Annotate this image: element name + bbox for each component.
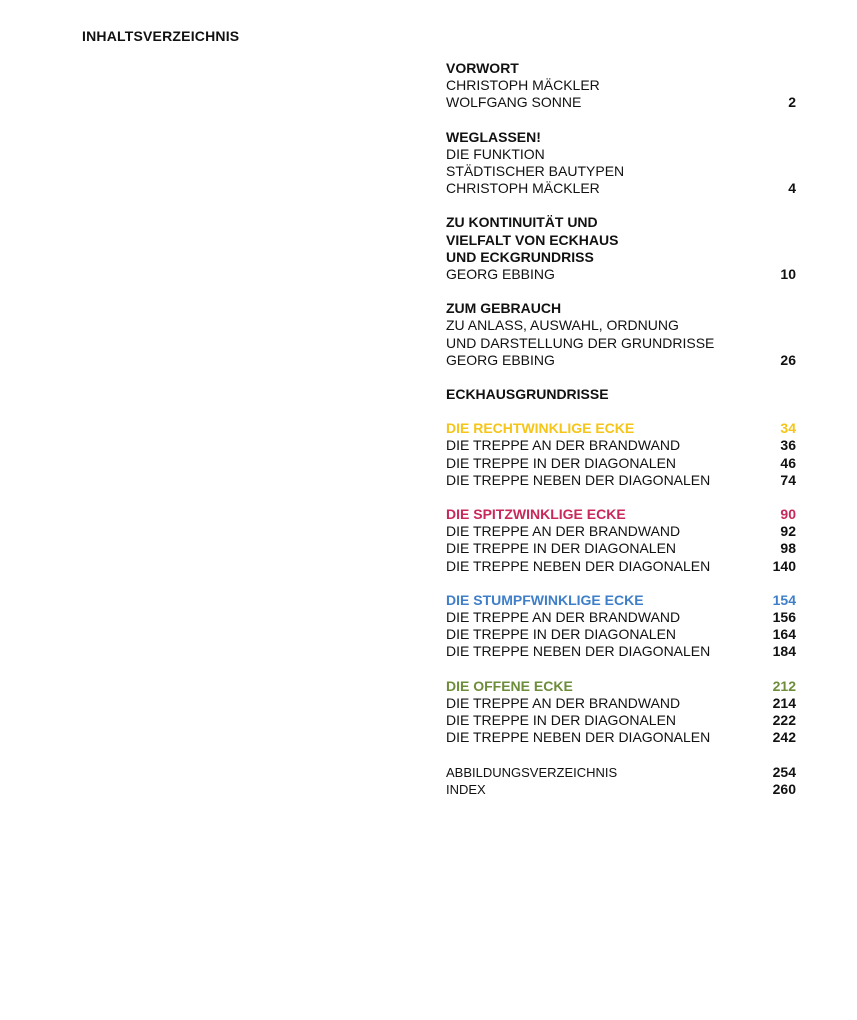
- toc-entry: [446, 94, 796, 111]
- corner-section-heading: [446, 678, 796, 695]
- toc-entry-page: 242: [772, 729, 796, 746]
- toc-entry-page: 34: [780, 420, 796, 437]
- toc-entry-title: WOLFGANG SONNE: [446, 94, 582, 111]
- toc-entry-title: DIE TREPPE AN DER BRANDWAND: [446, 694, 681, 711]
- toc-entry-title: VORWORT: [446, 60, 519, 76]
- toc-entry-title: ECKHAUSGRUNDRISSE: [446, 386, 609, 403]
- toc-entry-page: 2: [788, 94, 796, 111]
- toc-entry-title: DIE TREPPE IN DER DIAGONALEN: [446, 626, 677, 643]
- toc-section: [446, 60, 796, 112]
- toc-entry-page: 156: [772, 609, 796, 626]
- toc-entry-title: DIE TREPPE IN DER DIAGONALEN: [446, 454, 677, 471]
- toc-section-heading: [446, 60, 796, 77]
- toc-entry-page: 140: [772, 557, 796, 574]
- toc-entry-title: DIE OFFENE ECKE: [446, 677, 573, 694]
- toc-section-heading: [446, 249, 796, 266]
- toc-entry-title: CHRISTOPH MÄCKLER: [446, 77, 600, 94]
- toc-entry-page: 154: [772, 591, 796, 608]
- toc-entry-title: DIE RECHTWINKLIGE ECKE: [446, 420, 635, 437]
- corner-section: [446, 420, 796, 489]
- toc-entry: [446, 266, 796, 283]
- toc-entry-page: 254: [772, 763, 796, 780]
- toc-entry-title: WEGLASSEN!: [446, 128, 541, 145]
- toc-entry: [446, 455, 796, 472]
- toc-entry: [446, 712, 796, 729]
- toc-entry: [446, 472, 796, 489]
- toc-section: [446, 300, 796, 369]
- toc-entry-page: 26: [780, 351, 796, 368]
- intro-sections: [446, 60, 796, 403]
- toc-section-heading: [446, 386, 796, 403]
- toc-entry-page: 4: [788, 180, 796, 197]
- toc-entry-page: 212: [772, 677, 796, 694]
- toc-entry-title: DIE TREPPE NEBEN DER DIAGONALEN: [446, 557, 711, 574]
- toc-entry: [446, 437, 796, 454]
- toc-entry-page: 260: [772, 780, 796, 797]
- toc-entry-title: DIE TREPPE IN DER DIAGONALEN: [446, 540, 677, 557]
- toc-entry-title: VIELFALT VON ECKHAUS: [446, 231, 619, 248]
- toc-entry-title: CHRISTOPH MÄCKLER: [446, 180, 600, 197]
- corner-section-heading: [446, 506, 796, 523]
- toc-entry-page: 222: [772, 712, 796, 729]
- toc-entry: [446, 558, 796, 575]
- corner-section: [446, 592, 796, 661]
- toc-entry-page: 10: [780, 266, 796, 283]
- toc-entry-page: 46: [780, 454, 796, 471]
- toc-entry: [446, 77, 796, 94]
- toc-entry-title: STÄDTISCHER BAUTYPEN: [446, 163, 625, 180]
- toc-section-heading: [446, 300, 796, 317]
- toc-entry-title: UND DARSTELLUNG DER GRUNDRISSE: [446, 334, 715, 351]
- toc-entry-title: GEORG EBBING: [446, 266, 555, 283]
- toc-entry-title: DIE SPITZWINKLIGE ECKE: [446, 506, 626, 523]
- toc-entry: [446, 540, 796, 557]
- toc-entry-title: DIE TREPPE NEBEN DER DIAGONALEN: [446, 729, 711, 746]
- toc-entry: [446, 352, 796, 369]
- toc-entry-page: 98: [780, 540, 796, 557]
- toc-entry: [446, 609, 796, 626]
- toc-section-heading: [446, 214, 796, 231]
- toc-section-heading: [446, 232, 796, 249]
- toc-entry: [446, 695, 796, 712]
- toc-entry-page: 184: [772, 643, 796, 660]
- toc-entry-title: ZUM GEBRAUCH: [446, 300, 562, 317]
- table-of-contents: [446, 60, 796, 798]
- toc-entry-page: 214: [772, 694, 796, 711]
- corner-sections: [446, 420, 796, 746]
- corner-section: [446, 678, 796, 747]
- toc-entry-title: DIE FUNKTION: [446, 145, 545, 162]
- toc-entry-title: DIE TREPPE AN DER BRANDWAND: [446, 437, 681, 454]
- toc-entry-page: 92: [780, 523, 796, 540]
- toc-entry-title: ZU KONTINUITÄT UND: [446, 214, 598, 231]
- toc-entry-page: 164: [772, 626, 796, 643]
- toc-entry: [446, 163, 796, 180]
- toc-entry-page: 36: [780, 437, 796, 454]
- appendix-entry: [446, 781, 796, 798]
- toc-entry: [446, 335, 796, 352]
- toc-entry-title: UND ECKGRUNDRISS: [446, 248, 594, 265]
- toc-section-heading: [446, 129, 796, 146]
- toc-entry: [446, 729, 796, 746]
- toc-entry-page: 74: [780, 471, 796, 488]
- toc-entry: [446, 146, 796, 163]
- appendix-entry: [446, 764, 796, 781]
- toc-entry: [446, 523, 796, 540]
- toc-entry-title: DIE TREPPE IN DER DIAGONALEN: [446, 712, 677, 729]
- corner-section: [446, 506, 796, 575]
- toc-entry-title: DIE TREPPE NEBEN DER DIAGONALEN: [446, 471, 711, 488]
- toc-entry-title: ZU ANLASS, AUSWAHL, ORDNUNG: [446, 317, 679, 334]
- toc-section: [446, 214, 796, 283]
- toc-entry: [446, 626, 796, 643]
- toc-entry-title: GEORG EBBING: [446, 351, 555, 368]
- toc-entry: [446, 317, 796, 334]
- toc-entry-title: DIE TREPPE AN DER BRANDWAND: [446, 609, 681, 626]
- toc-entry-title: INDEX: [446, 781, 486, 797]
- toc-entry-title: DIE TREPPE AN DER BRANDWAND: [446, 523, 681, 540]
- toc-entry-title: DIE TREPPE NEBEN DER DIAGONALEN: [446, 643, 711, 660]
- page-title: INHALTSVERZEICHNIS: [82, 28, 240, 44]
- toc-entry: [446, 180, 796, 197]
- corner-section-heading: [446, 420, 796, 437]
- toc-section: [446, 386, 796, 403]
- appendix-section: [446, 764, 796, 798]
- toc-entry-title: ABBILDUNGSVERZEICHNIS: [446, 764, 618, 780]
- toc-entry-page: 90: [780, 506, 796, 523]
- toc-entry: [446, 643, 796, 660]
- toc-entry-title: DIE STUMPFWINKLIGE ECKE: [446, 591, 644, 608]
- toc-section: [446, 129, 796, 198]
- corner-section-heading: [446, 592, 796, 609]
